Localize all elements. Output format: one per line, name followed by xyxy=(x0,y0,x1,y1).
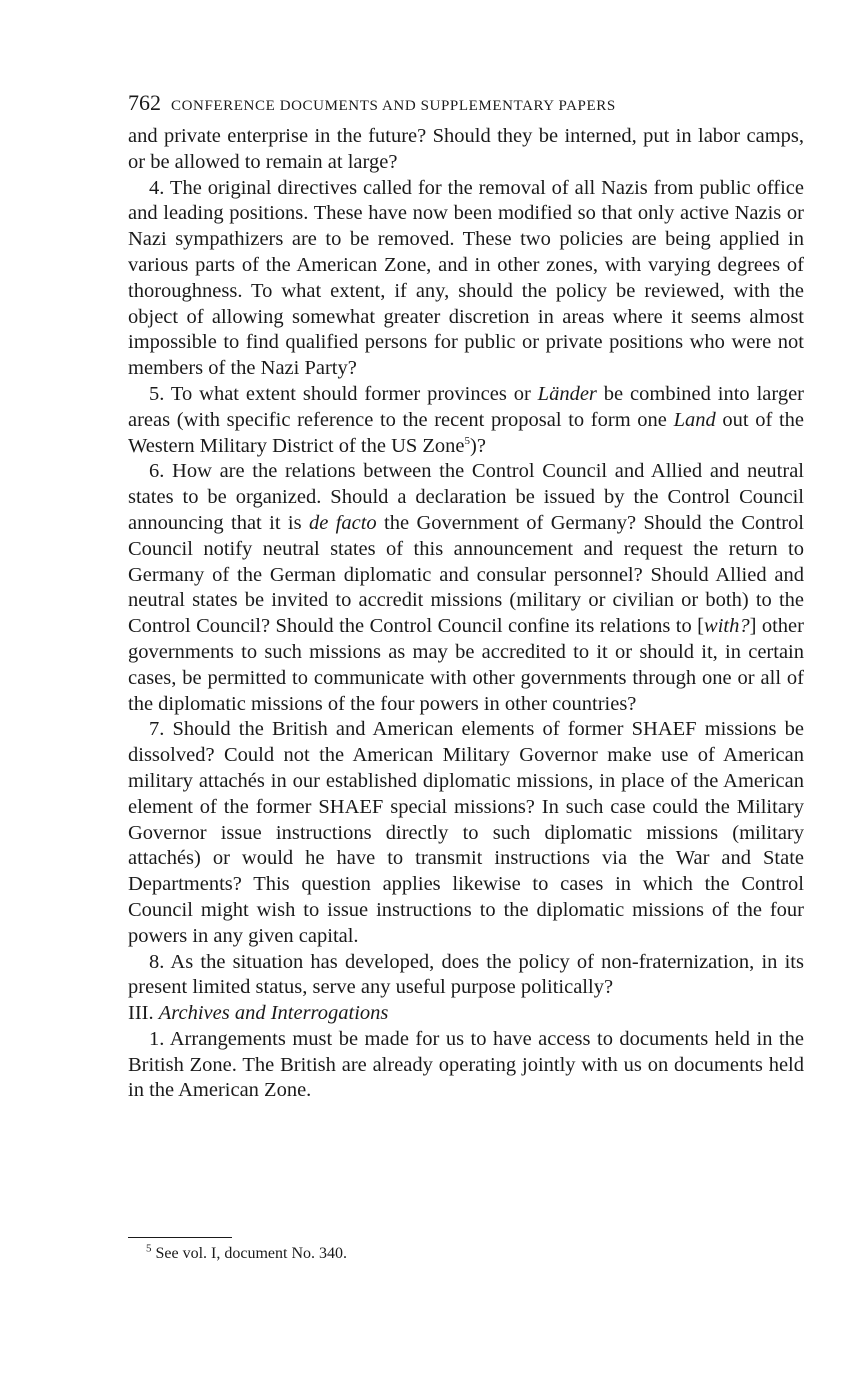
paragraph-8: 8. As the situation has developed, does the policy of non-fraternization, in its present limited status, serve any useful purpose politically? xyxy=(128,950,804,999)
paragraph-5-text-f: )? xyxy=(470,434,486,457)
paragraph-6-italic-with: with? xyxy=(704,615,750,638)
paragraph-6-text-a: 6. How are the relations between the Control Council and Allied and neutral states to be organized. Should a declaration be issued by the Control Council announcing that it is xyxy=(128,460,804,534)
paragraph-6-text-e: ] other governments to such missions as may be accredited to it or should it, in certain cases, be permitted to communicate with other governments through one or all of the diplomatic missions of the four powers in other countries? xyxy=(128,615,804,715)
section-heading xyxy=(128,1001,804,1027)
paragraph-continued: and private enterprise in the future? Should they be interned, put in labor camps, or be allowed to remain at large? xyxy=(128,125,804,173)
footnote-rule xyxy=(128,1237,232,1238)
paragraph-6 xyxy=(128,459,804,717)
running-head: CONFERENCE DOCUMENTS AND SUPPLEMENTARY PAPERS xyxy=(171,98,616,114)
paragraph-4: 4. The original directives called for the removal of all Nazis from public office and leading positions. These have now been modified so that only active Nazis or Nazi sympathizers are to be removed. These two policies are being applied in various parts of the American Zone, and in other zones, with varying degrees of thoroughness. To what extent, if any, should the policy be reviewed, with the object of allowing somewhat greater discretion in areas where it seems almost impossible to find qualified persons for public or private positions who were not members of the Nazi Party? xyxy=(128,176,804,380)
page xyxy=(128,88,804,1104)
page-header xyxy=(128,88,804,118)
footnote-text: See vol. I, document No. 340. xyxy=(155,1245,348,1262)
paragraph-5-italic-lander: Länder xyxy=(537,382,597,405)
paragraph-5 xyxy=(128,382,804,459)
section-paragraph-1: 1. Arrangements must be made for us to have access to documents held in the British Zone. The British are already operating jointly with us on documents held in the American Zone. xyxy=(128,1027,804,1102)
section-numeral: III. xyxy=(128,1002,154,1025)
paragraph-6-italic-de-facto: de facto xyxy=(308,511,377,534)
footnote-reference: 5 xyxy=(464,434,471,447)
paragraph-5-text-a: 5. To what extent should former provinces or xyxy=(149,382,538,405)
section-title: Archives and Interrogations xyxy=(158,1002,389,1025)
paragraph-6-text-c: the Government of Germany? Should the Control Council notify neutral states of this announcement and request the return to Germany of the German diplomatic and consular personnel? Should Allied and neutral states be invited to accredit missions (military or civilian or both) to the Control Council? Should the Control Council confine its relations to [ xyxy=(128,511,805,638)
body-text xyxy=(128,124,804,1104)
paragraph-5-text-c: be combined into larger areas (with specific reference to the recent proposal to form one xyxy=(128,382,804,431)
page-number: 762 xyxy=(128,90,161,115)
paragraph-5-text-e: out of the Western Military District of the US Zone xyxy=(128,408,804,457)
paragraph-7: 7. Should the British and American elements of former SHAEF missions be dissolved? Could not the American Military Governor make use of American military attachés in our established diplomatic missions, in place of the American element of the former SHAEF special missions? In such case could the Military Governor issue instructions directly to such diplomatic missions (military attachés) or would he have to transmit instructions via the War and State Departments? This question applies likewise to cases in which the Control Council might wish to issue instructions to the diplomatic missions of the four powers in any given capital. xyxy=(128,718,804,947)
paragraph-5-italic-land: Land xyxy=(673,408,716,431)
footnote-marker: 5 xyxy=(146,1242,152,1255)
footnote xyxy=(146,1243,347,1265)
